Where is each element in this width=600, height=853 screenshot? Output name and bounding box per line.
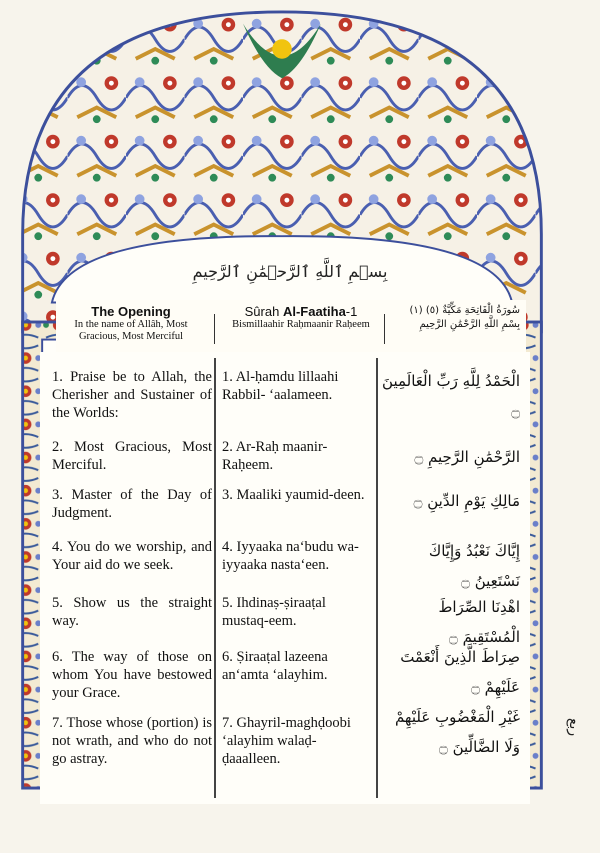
verse-arabic: إِيَّاكَ نَعْبُدُ وَإِيَّاكَ نَسْتَعِينُ ۝ [428, 542, 520, 590]
verse-transliteration: 5. Ihdinaṣ-ṣiraaṭal mustaq-eem. [222, 595, 326, 629]
verse-arabic: غَيْرِ الْمَغْضُوبِ عَلَيْهِمْ وَلَا الضَّالِّينَ ۝ [394, 708, 520, 756]
verse-transliteration: 2. Ar-Raḥ maanir-Raḥeem. [222, 439, 328, 473]
surah-header [56, 300, 526, 352]
verse-arabic: الرَّحْمَٰنِ الرَّحِيمِ ۝ [414, 448, 520, 466]
verse-english: 7. Those whose (portion) is not wrath, and who do not go astray. [52, 715, 212, 767]
header-subtitle: In the name of Allâh, Most Gracious, Most Merciful [74, 319, 188, 342]
surah-arabic-bismillah: بِسْمِ اللَّهِ الرَّحْمَٰنِ الرَّحِيمِ [419, 319, 520, 330]
surah-arabic-title: (١) سُورَةُ الْفَاتِحَةِ مَكِّيَّةٌ (٥) [409, 305, 520, 316]
surah-number: -1 [345, 304, 358, 319]
verse-table [40, 352, 530, 804]
header-divider [384, 314, 385, 344]
verse-arabic: مَالِكِ يَوْمِ الدِّينِ ۝ [413, 492, 520, 510]
verse-transliteration: 6. Ṣiraaṭal lazeena an‘amta ‘alayhim. [222, 649, 328, 683]
header-transliteration [221, 304, 381, 331]
verse-transliteration: 3. Maaliki yaumid-deen. [222, 487, 365, 503]
verse-arabic: صِرَاطَ الَّذِينَ أَنْعَمْتَ عَلَيْهِمْ ۝ [400, 648, 520, 696]
verse-english: 1. Praise be to Allah, the Cherisher and Sustainer of the Worlds: [52, 369, 212, 421]
verse-arabic: اهْدِنَا الصِّرَاطَ الْمُسْتَقِيمَ ۝ [438, 598, 520, 646]
column-divider [214, 358, 216, 798]
header-arabic [386, 304, 526, 332]
column-divider [376, 358, 378, 798]
verse-transliteration: 7. Ghayril-maghḍoobi ‘alayhim walaḍ-ḍaaalleen. [222, 715, 351, 767]
verse-english: 3. Master of the Day of Judgment. [52, 487, 212, 521]
header-divider [214, 314, 215, 344]
verse-transliteration: 4. Iyyaaka na‘budu wa-iyyaaka nasta‘een. [222, 539, 359, 573]
rub-marker: ربع [566, 718, 582, 737]
verse-english: 6. The way of those on whom You have bestowed your Grace. [52, 649, 212, 701]
surah-name [221, 304, 381, 319]
verse-transliteration: 1. Al-ḥamdu lillaahi Rabbil- ‘aalameen. [222, 369, 339, 403]
verse-english: 2. Most Gracious, Most Merciful. [52, 439, 212, 473]
surah-bold-name: Al-Faatiha [282, 304, 346, 319]
surah-prefix: Sûrah [244, 304, 283, 319]
bismillah-heading: بِسۡمِ ٱللَّهِ ٱلرَّحۡمَٰنِ ٱلرَّحِيمِ [192, 262, 388, 281]
verse-english: 5. Show us the straight way. [52, 595, 212, 629]
verse-english: 4. You do we worship, and Your aid do we seek. [52, 539, 212, 573]
header-title: The Opening [91, 304, 171, 319]
header-english [56, 304, 206, 343]
surah-bismillah-translit: Bismillaahir Raḥmaanir Raḥeem [232, 319, 370, 330]
verse-arabic: الْحَمْدُ لِلَّهِ رَبِّ الْعَالَمِينَ ۝ [382, 372, 520, 420]
